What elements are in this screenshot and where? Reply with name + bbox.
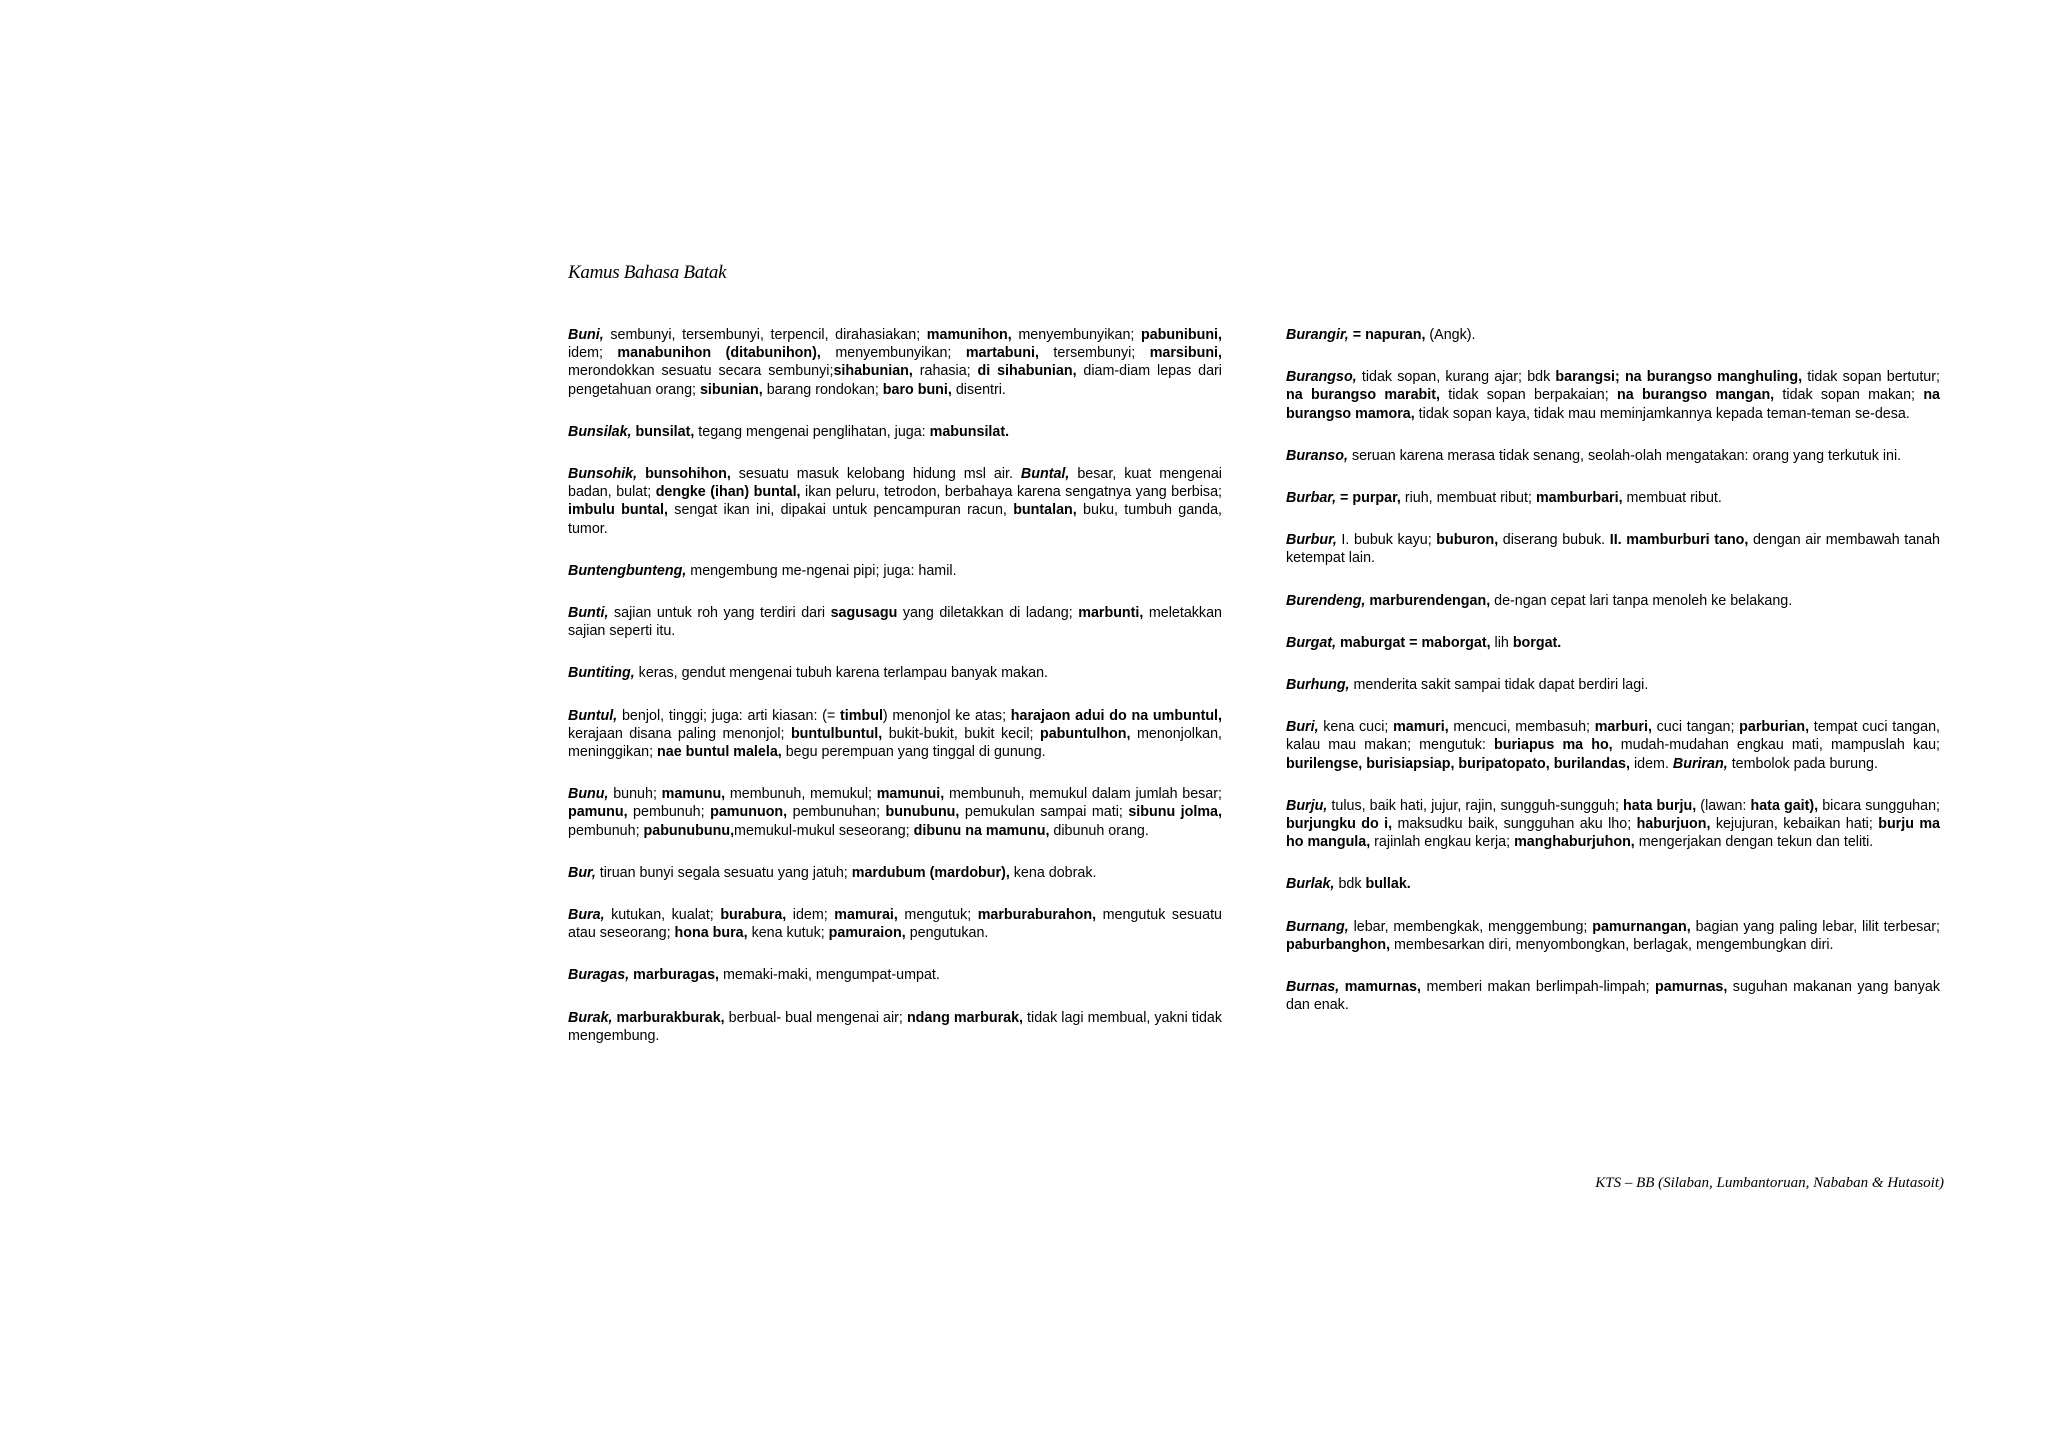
entry-text: tulus, baik hati, jujur, rajin, sungguh-sungguh;	[1327, 797, 1624, 814]
entry-term: marburakburak,	[616, 1009, 725, 1026]
entry-text: sengat ikan ini, dipakai untuk pencampuran racun,	[668, 502, 1014, 519]
entry-term: buntulbuntul,	[790, 725, 883, 742]
entry-term: hata gait),	[1750, 797, 1819, 814]
entry-term: mamunihon,	[926, 327, 1012, 343]
entry-term: pamurnangan,	[1592, 918, 1691, 935]
dictionary-entry	[1286, 676, 1940, 694]
entry-term: pamunu,	[568, 804, 628, 821]
dictionary-entry	[1286, 592, 1940, 610]
entry-term: pabuntulhon,	[1039, 725, 1131, 742]
entry-text: tidak lagi membual, yakni tidak mengembung.	[568, 1009, 1222, 1044]
dictionary-entry	[1286, 797, 1940, 852]
entry-text: barang rondokan;	[762, 381, 883, 398]
dictionary-column-left	[568, 326, 1222, 1069]
entry-text: pembunuh;	[568, 822, 644, 839]
entry-term: burjungku do i,	[1286, 816, 1393, 833]
dictionary-entry	[568, 966, 1222, 984]
page-header-title: Kamus Bahasa Batak	[568, 262, 727, 283]
entry-headword: Buragas,	[568, 967, 630, 984]
entry-headword: Burendeng,	[1286, 592, 1366, 609]
entry-text: bdk	[1334, 876, 1366, 893]
entry-headword: Burju,	[1286, 797, 1328, 814]
dictionary-entry	[568, 864, 1222, 882]
entry-term: marsibuni,	[1149, 345, 1222, 362]
entry-text: dengan air membawah tanah ketempat lain.	[1286, 532, 1941, 567]
entry-text: mengutuk;	[897, 907, 978, 924]
entry-text: memukul-mukul seseorang;	[734, 822, 914, 839]
entry-headword: Burnas,	[1286, 979, 1340, 996]
entry-text: maksudku baik, sungguhan aku lho;	[1392, 816, 1637, 833]
entry-text: bicara sungguhan;	[1818, 797, 1940, 814]
entry-text: diserang bubuk.	[1498, 532, 1610, 549]
entry-text: membuat ribut.	[1622, 490, 1722, 507]
entry-text: pengutukan.	[905, 925, 989, 942]
entry-term: sihabunian,	[833, 363, 913, 380]
entry-text: memberi makan berlimpah-limpah;	[1420, 979, 1656, 996]
entry-headword: Burbar,	[1286, 490, 1337, 507]
entry-text: membunuh, memukul dalam jumlah besar;	[944, 786, 1222, 803]
entry-term: manabunihon (ditabunihon),	[617, 345, 821, 362]
entry-term: burju ma ho mangula,	[1286, 816, 1940, 851]
entry-text: tembolok pada burung.	[1727, 755, 1878, 772]
entry-text: pemukulan sampai mati;	[959, 804, 1129, 821]
entry-headword: Burgat,	[1286, 634, 1337, 651]
entry-headword: Burangir,	[1286, 327, 1349, 343]
entry-term: marburaburahon,	[977, 907, 1097, 924]
entry-term: baro buni,	[882, 381, 952, 398]
entry-headword: Burnang,	[1286, 918, 1349, 935]
entry-text: idem;	[568, 345, 618, 362]
entry-text: idem.	[1629, 755, 1673, 772]
dictionary-entry	[568, 785, 1222, 840]
entry-term: maburgat = maborgat,	[1340, 634, 1491, 651]
entry-text: kena kutuk;	[747, 925, 829, 942]
entry-term: = purpar,	[1340, 490, 1401, 507]
entry-term: parburian,	[1739, 719, 1810, 736]
entry-text: idem;	[786, 907, 835, 924]
entry-headword: Bura,	[568, 907, 605, 924]
entry-term: Buriran,	[1672, 755, 1728, 772]
entry-headword: Burlak,	[1286, 876, 1335, 893]
dictionary-entry	[568, 707, 1222, 762]
entry-text: bunuh;	[608, 786, 662, 803]
entry-term: na burangso mamora,	[1286, 387, 1940, 422]
entry-term: mamuri,	[1393, 719, 1449, 736]
entry-headword: Buntal,	[1020, 466, 1070, 483]
dictionary-entry	[1286, 531, 1940, 567]
entry-term: bunsohihon,	[645, 466, 731, 483]
entry-term: buntalan,	[1013, 502, 1077, 519]
entry-text: keras, gendut mengenai tubuh karena terlampau banyak makan.	[634, 665, 1048, 682]
dictionary-entry	[1286, 489, 1940, 507]
entry-term: martabuni,	[965, 345, 1039, 362]
entry-term: bunsilat,	[635, 423, 695, 440]
entry-text: menderita sakit sampai tidak dapat berdiri lagi.	[1349, 677, 1649, 694]
entry-headword: Burangso,	[1286, 369, 1357, 386]
entry-headword: Buntengbunteng,	[568, 562, 687, 579]
entry-text: diam-diam lepas dari pengetahuan orang;	[568, 363, 1222, 398]
entry-text: lebar, membengkak, menggembung;	[1348, 918, 1593, 935]
dictionary-entry	[1286, 326, 1940, 344]
entry-term: sibunu jolma,	[1128, 804, 1222, 821]
entry-headword: Buri,	[1286, 719, 1319, 736]
entry-text: kena dobrak.	[1009, 864, 1097, 881]
entry-term: burilengse, burisiapsiap, buripatopato, burilandas,	[1286, 755, 1630, 772]
entry-term: marburagas,	[633, 967, 719, 984]
entry-term: marburi,	[1594, 719, 1652, 736]
entry-text: meletakkan sajian seperti itu.	[568, 605, 1222, 640]
dictionary-entry	[1286, 447, 1940, 465]
entry-text: menyembunyikan;	[820, 345, 966, 362]
entry-term: imbulu buntal,	[568, 502, 669, 519]
entry-text: lih	[1490, 634, 1513, 651]
entry-text: mengerjakan dengan tekun dan teliti.	[1634, 834, 1874, 851]
dictionary-entry	[1286, 368, 1940, 423]
entry-text: memaki-maki, mengumpat-umpat.	[719, 967, 940, 984]
entry-text: seruan karena merasa tidak senang, seolah-olah mengatakan: orang yang terkutuk ini.	[1347, 447, 1902, 464]
entry-text: mengembung me-ngenai pipi; juga: hamil.	[686, 562, 957, 579]
entry-headword: Bunsilak,	[568, 423, 632, 440]
entry-term: mabunsilat.	[929, 423, 1010, 440]
entry-term: pamurnas,	[1655, 979, 1728, 996]
entry-text	[637, 466, 645, 482]
entry-term: dibunu na mamunu,	[913, 822, 1050, 839]
entry-term: nae buntul malela,	[657, 744, 782, 761]
entry-text: cuci tangan;	[1651, 719, 1740, 736]
entry-term: harajaon adui do na umbuntul,	[1010, 707, 1223, 724]
entry-text: berbual- bual mengenai air;	[724, 1009, 907, 1026]
entry-term: marburendengan,	[1369, 592, 1491, 609]
entry-term: mamurai,	[834, 907, 898, 924]
dictionary-entry	[568, 423, 1222, 441]
entry-headword: Buntiting,	[568, 665, 635, 682]
entry-term: barangsi; na burangso manghuling,	[1555, 369, 1803, 386]
dictionary-entry	[1286, 634, 1940, 652]
dictionary-entry	[1286, 918, 1940, 954]
entry-text: sajian untuk roh yang terdiri dari	[608, 605, 831, 622]
entry-text: disentri.	[951, 381, 1006, 398]
entry-term: mardubum (mardobur),	[851, 864, 1010, 881]
entry-term: sibunian,	[699, 381, 763, 398]
entry-text: (Angk).	[1425, 327, 1476, 343]
entry-text: merondokkan sesuatu secara sembunyi;	[568, 363, 834, 380]
entry-text: sembunyi, tersembunyi, terpencil, dirahasiakan;	[603, 327, 927, 343]
entry-term: II. mamburburi tano,	[1609, 532, 1749, 549]
entry-text: menonjolkan, meninggikan;	[568, 725, 1222, 761]
entry-term: marbunti,	[1078, 605, 1144, 622]
entry-term: pamunuon,	[710, 804, 788, 821]
entry-term: na burangso marabit,	[1286, 387, 1440, 404]
entry-text: tiruan bunyi segala sesuatu yang jatuh;	[595, 864, 852, 881]
dictionary-entry	[568, 326, 1222, 399]
entry-headword: Bunti,	[568, 605, 609, 622]
entry-text: tidak sopan kaya, tidak mau meminjamkannya kepada teman-teman se-desa.	[1414, 405, 1910, 422]
entry-term: manghaburjuhon,	[1514, 834, 1635, 851]
dictionary-entry	[568, 906, 1222, 942]
entry-text: menyembunyikan;	[1011, 327, 1141, 343]
entry-text: kena cuci;	[1318, 719, 1394, 736]
entry-term: mamurnas,	[1344, 979, 1421, 996]
entry-term: buburon,	[1436, 532, 1499, 549]
entry-term: pabunubunu,	[643, 822, 735, 839]
entry-text: ikan peluru, tetrodon, berbahaya karena sengatnya yang berbisa;	[800, 484, 1223, 501]
entry-term: ndang marburak,	[906, 1009, 1024, 1026]
entry-text: tidak sopan bertutur;	[1802, 369, 1940, 386]
entry-text: sesuatu masuk kelobang hidung msl air.	[730, 466, 1021, 483]
entry-text: bagian yang paling lebar, lilit terbesar;	[1690, 918, 1940, 935]
entry-term: mamunui,	[876, 786, 945, 803]
entry-text: mencuci, membasuh;	[1448, 719, 1595, 736]
entry-term: bunubunu,	[885, 804, 960, 821]
entry-text: pembunuh;	[627, 804, 711, 821]
dictionary-entry	[1286, 978, 1940, 1014]
page-footer-credit: KTS – BB (Silaban, Lumbantoruan, Nababan & Hutasoit)	[1595, 1175, 1944, 1191]
dictionary-entry	[568, 465, 1222, 538]
entry-term: hata burju,	[1623, 797, 1697, 814]
entry-text: pembunuhan;	[787, 804, 886, 821]
entry-text: tersembunyi;	[1038, 345, 1150, 362]
entry-term: paburbanghon,	[1286, 936, 1391, 953]
entry-term: mamunu,	[661, 786, 726, 803]
entry-headword: Bunsohik,	[568, 466, 638, 483]
entry-term: burabura,	[720, 907, 787, 924]
entry-text: bukit-bukit, bukit kecil;	[882, 725, 1040, 742]
entry-term: dengke (ihan) buntal,	[655, 484, 801, 501]
entry-term: hona bura,	[674, 925, 748, 942]
entry-text: kutukan, kualat;	[604, 907, 721, 924]
dictionary-entry	[568, 664, 1222, 682]
entry-term: mamburbari,	[1535, 490, 1623, 507]
entry-text: kerajaan disana paling menonjol;	[568, 725, 791, 742]
entry-text: buku, tumbuh ganda, tumor.	[568, 502, 1223, 537]
entry-headword: Burak,	[568, 1009, 613, 1026]
entry-text: benjol, tinggi; juga: arti kiasan: (=	[617, 707, 841, 724]
entry-term: bullak.	[1365, 876, 1411, 893]
entry-term: buriapus ma ho,	[1494, 737, 1613, 754]
entry-text: riuh, membuat ribut;	[1400, 490, 1536, 507]
entry-text: mengutuk sesuatu atau seseorang;	[568, 907, 1223, 942]
entry-text: dibunuh orang.	[1049, 822, 1149, 839]
entry-text: tidak sopan, kurang ajar; bdk	[1356, 369, 1556, 386]
entry-text: suguhan makanan yang banyak dan enak.	[1286, 979, 1940, 1014]
entry-term: sagusagu	[830, 605, 898, 622]
entry-headword: Buranso,	[1286, 447, 1348, 464]
dictionary-entry	[1286, 718, 1940, 773]
entry-term: timbul	[840, 707, 883, 724]
entry-term: na burangso mangan,	[1616, 387, 1775, 404]
entry-text: membesarkan diri, menyombongkan, berlagak, mengembungkan diri.	[1390, 936, 1834, 953]
entry-term: di sihabunian,	[977, 363, 1077, 380]
entry-term: pabunibuni,	[1141, 327, 1222, 343]
entry-text: tidak sopan berpakaian;	[1440, 387, 1617, 404]
entry-text: (lawan:	[1696, 797, 1751, 814]
entry-text: rahasia;	[912, 363, 978, 380]
entry-term: haburjuon,	[1636, 816, 1711, 833]
dictionary-column-right	[1286, 326, 1940, 1038]
entry-headword: Burhung,	[1286, 677, 1350, 694]
entry-text: besar, kuat mengenai badan, bulat;	[568, 466, 1222, 501]
entry-text: tidak sopan makan;	[1774, 387, 1924, 404]
entry-text: I. bubuk kayu;	[1336, 532, 1437, 549]
entry-text: tempat cuci tangan, kalau mau makan; mengutuk:	[1286, 719, 1941, 754]
dictionary-entry	[568, 604, 1222, 640]
entry-term: = napuran,	[1352, 327, 1426, 343]
entry-text: kejujuran, kebaikan hati;	[1710, 816, 1879, 833]
entry-text: ) menonjol ke atas;	[882, 707, 1011, 724]
entry-headword: Burbur,	[1286, 532, 1337, 549]
entry-headword: Bunu,	[568, 786, 609, 803]
entry-text: membunuh, memukul;	[725, 786, 877, 803]
dictionary-entry	[1286, 875, 1940, 893]
entry-term: borgat.	[1512, 634, 1562, 651]
entry-text: de-ngan cepat lari tanpa menoleh ke belakang.	[1490, 592, 1793, 609]
entry-text: mudah-mudahan engkau mati, mampuslah kau;	[1612, 737, 1941, 754]
entry-headword: Buni,	[568, 327, 604, 343]
entry-term: pamuraion,	[828, 925, 906, 942]
entry-text: yang diletakkan di ladang;	[897, 605, 1079, 622]
entry-text: tegang mengenai penglihatan, juga:	[694, 423, 930, 440]
entry-text: rajinlah engkau kerja;	[1370, 834, 1515, 851]
entry-text: begu perempuan yang tinggal di gunung.	[781, 744, 1046, 761]
dictionary-entry	[568, 562, 1222, 580]
entry-headword: Bur,	[568, 864, 596, 881]
dictionary-entry	[568, 1009, 1222, 1045]
entry-headword: Buntul,	[568, 707, 618, 724]
